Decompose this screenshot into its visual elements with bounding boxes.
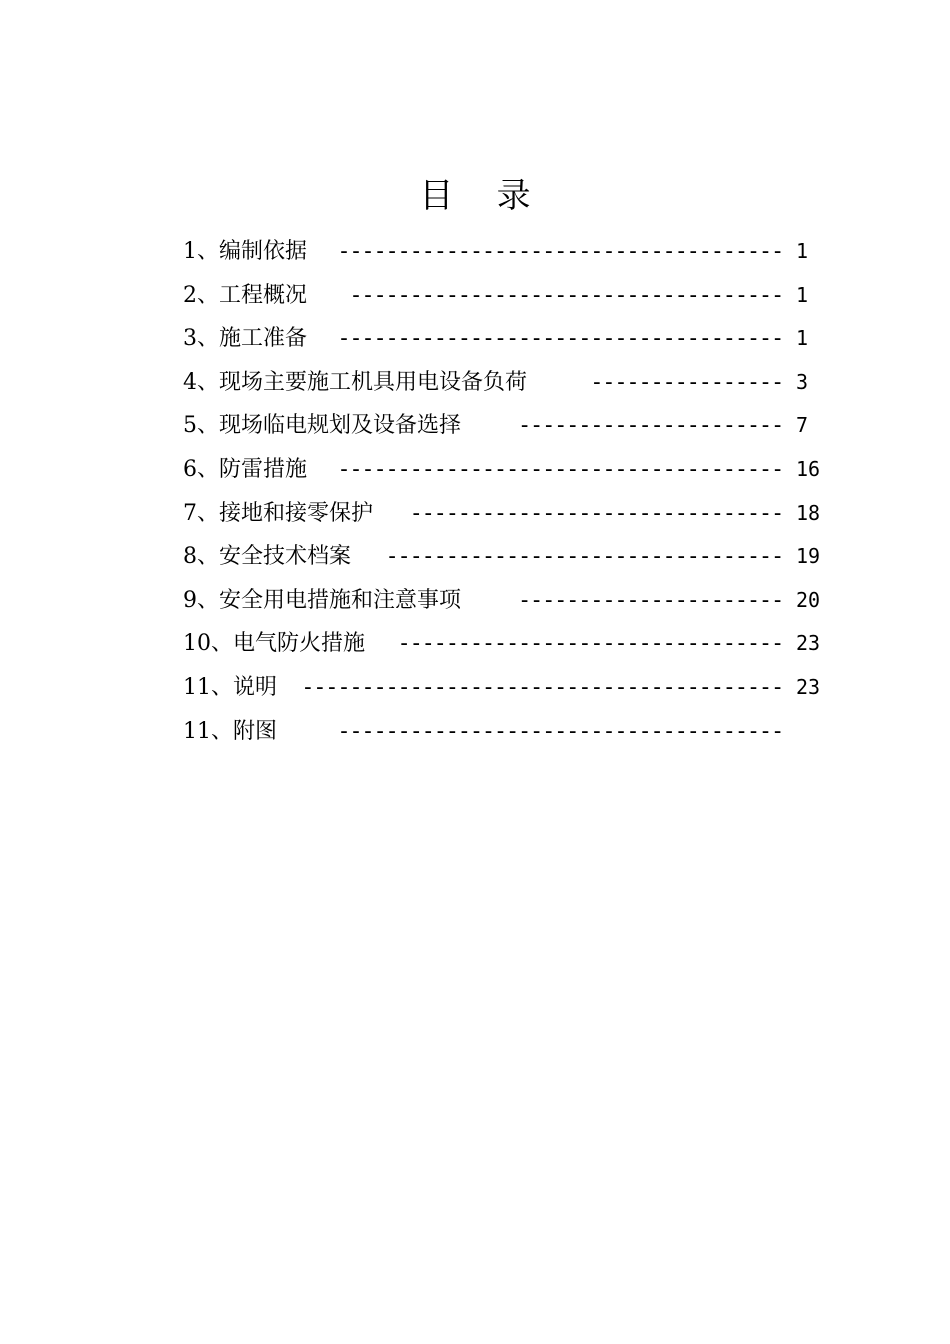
toc-page-number: 1 — [796, 326, 809, 351]
toc-leader: ------------------------------------- — [337, 718, 783, 744]
toc-page-number: 7 — [796, 413, 809, 438]
toc-leader: ---------------------- — [518, 413, 783, 439]
toc-entry-label: 5、现场临电规划及设备选择 — [183, 413, 461, 439]
toc-leader: ------------------------------------- — [337, 456, 783, 482]
toc-leader: ------------------------------- — [409, 500, 783, 526]
toc-page-number: 1 — [796, 282, 809, 307]
toc-entry-3[interactable] — [183, 317, 883, 361]
page-title: 目 录 — [419, 176, 531, 216]
toc-leader: --------------------------------- — [385, 544, 783, 570]
toc-entry-7[interactable] — [183, 492, 883, 536]
toc-entry-label: 11、附图 — [183, 718, 277, 744]
toc-leader: ------------------------------------ — [349, 282, 783, 308]
toc-leader: ------------------------------------- — [337, 326, 783, 352]
toc-page-number: 23 — [796, 631, 821, 656]
toc-entry-9[interactable] — [183, 579, 883, 623]
toc-entry-label: 9、安全用电措施和注意事项 — [183, 587, 461, 613]
toc-entry-8[interactable] — [183, 535, 883, 579]
toc-page-number: 3 — [796, 369, 809, 394]
toc-entry-5[interactable] — [183, 404, 883, 448]
toc-entry-label: 8、安全技术档案 — [183, 544, 351, 570]
toc-entry-label: 3、施工准备 — [183, 326, 307, 352]
toc-page-number: 1 — [796, 239, 809, 263]
toc-entry-1[interactable] — [183, 230, 883, 274]
toc-entry-2[interactable] — [183, 274, 883, 318]
toc-entry-label: 4、现场主要施工机具用电设备负荷 — [183, 369, 527, 395]
toc-entry-12[interactable] — [183, 710, 883, 754]
toc-entry-label: 6、防雷措施 — [183, 456, 307, 482]
toc-leader: ------------------------------------- — [337, 239, 783, 264]
toc-entry-11[interactable] — [183, 666, 883, 710]
toc-leader: ---------------------------------------- — [301, 674, 783, 700]
toc-leader: ---------------- — [590, 369, 783, 395]
toc-entry-label: 10、电气防火措施 — [183, 631, 365, 657]
toc-entry-6[interactable] — [183, 448, 883, 492]
toc-entry-10[interactable] — [183, 622, 883, 666]
toc-entry-4[interactable] — [183, 361, 883, 405]
toc-leader: ---------------------- — [518, 587, 783, 613]
toc-entry-label: 2、工程概况 — [183, 282, 307, 308]
toc-page-number: 16 — [796, 456, 821, 481]
toc-page-number: 20 — [796, 587, 821, 612]
toc-entry-label: 1、编制依据 — [183, 239, 307, 264]
toc-page-number: 23 — [796, 674, 821, 699]
toc-entry-label: 11、说明 — [183, 674, 277, 700]
toc-leader: -------------------------------- — [397, 631, 783, 657]
toc-page-number: 18 — [796, 500, 821, 525]
table-of-contents — [183, 230, 883, 753]
toc-entry-label: 7、接地和接零保护 — [183, 500, 373, 526]
toc-page-number: 19 — [796, 544, 821, 569]
